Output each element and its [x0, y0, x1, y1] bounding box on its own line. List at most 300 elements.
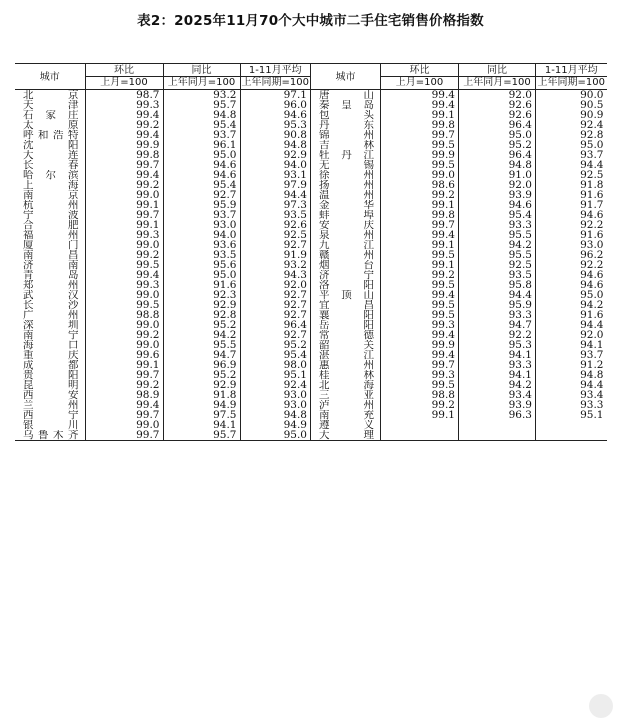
table-row [311, 230, 607, 240]
city-cell: 无锡 [311, 160, 381, 170]
table-row [311, 140, 607, 150]
mom-cell: 99.9 [85, 140, 163, 150]
mom-cell: 99.3 [381, 370, 459, 380]
mom-cell: 99.4 [85, 270, 163, 280]
city-cell: 洛阳 [311, 280, 381, 290]
yoy-cell: 94.8 [163, 110, 240, 120]
avg-cell [536, 420, 607, 430]
mom-cell: 99.5 [381, 160, 459, 170]
header-city: 城市 [15, 64, 85, 90]
city-cell: 青岛 [23, 270, 79, 280]
mom-cell: 99.4 [85, 130, 163, 140]
mom-cell: 99.7 [85, 410, 163, 420]
avg-cell: 91.8 [536, 180, 607, 190]
avg-cell: 91.9 [240, 250, 310, 260]
header-mom-sub: 上月=100 [85, 77, 163, 90]
avg-cell: 95.4 [240, 350, 310, 360]
mom-cell: 99.4 [85, 170, 163, 180]
city-cell: 惠州 [311, 360, 381, 370]
yoy-cell: 93.7 [163, 210, 240, 220]
avg-cell: 94.2 [536, 300, 607, 310]
mom-cell: 99.0 [381, 170, 459, 180]
mom-cell: 99.4 [381, 330, 459, 340]
avg-cell: 94.9 [240, 420, 310, 430]
yoy-cell: 94.1 [459, 350, 536, 360]
table-row [15, 340, 310, 350]
mom-cell: 99.4 [381, 90, 459, 101]
table-row [311, 350, 607, 360]
yoy-cell: 96.1 [163, 140, 240, 150]
city-cell: 上海 [23, 180, 79, 190]
avg-cell: 94.6 [536, 280, 607, 290]
city-cell: 广州 [23, 310, 79, 320]
table-row [311, 130, 607, 140]
table-row [15, 180, 310, 190]
avg-cell: 92.4 [240, 380, 310, 390]
yoy-cell: 96.9 [163, 360, 240, 370]
avg-cell: 97.1 [240, 90, 310, 101]
header-avg-sub: 上年同期=100 [241, 77, 309, 88]
yoy-cell: 92.2 [459, 330, 536, 340]
table-row [311, 290, 607, 300]
avg-cell: 94.6 [536, 210, 607, 220]
avg-cell: 91.6 [536, 190, 607, 200]
avg-cell: 95.0 [536, 290, 607, 300]
mom-cell: 99.5 [85, 300, 163, 310]
yoy-cell: 93.3 [459, 220, 536, 230]
avg-cell: 91.7 [536, 200, 607, 210]
avg-cell: 92.7 [240, 300, 310, 310]
mom-cell: 99.3 [85, 100, 163, 110]
header-avg: 1-11月平均 [536, 64, 607, 77]
city-cell: 南京 [23, 190, 79, 200]
table-row [15, 220, 310, 230]
mom-cell: 98.6 [381, 180, 459, 190]
avg-cell: 96.0 [240, 100, 310, 110]
yoy-cell: 95.5 [459, 230, 536, 240]
yoy-cell: 93.5 [459, 270, 536, 280]
price-index-table-right [310, 63, 607, 441]
city-cell: 温州 [311, 190, 381, 200]
yoy-cell: 95.0 [163, 150, 240, 160]
mom-cell: 99.1 [381, 260, 459, 270]
table-row [15, 310, 310, 320]
table-row [15, 210, 310, 220]
avg-cell: 94.8 [240, 140, 310, 150]
avg-cell: 97.9 [240, 180, 310, 190]
city-cell: 三亚 [311, 390, 381, 400]
city-cell: 合肥 [23, 220, 79, 230]
avg-cell: 93.3 [536, 400, 607, 410]
yoy-cell: 93.9 [459, 400, 536, 410]
avg-cell: 93.4 [536, 390, 607, 400]
yoy-cell: 93.6 [163, 240, 240, 250]
table-row [15, 420, 310, 430]
yoy-cell: 96.4 [459, 120, 536, 130]
mom-cell: 99.7 [381, 360, 459, 370]
city-cell: 南昌 [23, 250, 79, 260]
yoy-cell: 94.7 [163, 350, 240, 360]
header-yoy: 同比 [459, 64, 536, 77]
city-cell: 蚌埠 [311, 210, 381, 220]
table-row [311, 400, 607, 410]
avg-cell: 95.1 [240, 370, 310, 380]
avg-cell: 92.2 [536, 220, 607, 230]
mom-cell: 99.5 [381, 380, 459, 390]
city-cell: 西宁 [23, 410, 79, 420]
city-cell: 银川 [23, 420, 79, 430]
yoy-cell: 93.0 [163, 220, 240, 230]
table-row [15, 250, 310, 260]
yoy-cell: 93.3 [459, 310, 536, 320]
avg-cell: 94.4 [240, 190, 310, 200]
yoy-cell: 94.7 [459, 320, 536, 330]
mom-cell: 99.7 [85, 430, 163, 441]
table-row [15, 290, 310, 300]
mom-cell: 99.1 [85, 200, 163, 210]
avg-cell: 90.0 [536, 90, 607, 101]
table-row [311, 110, 607, 120]
avg-cell: 92.9 [240, 150, 310, 160]
yoy-cell: 91.8 [163, 390, 240, 400]
mom-cell: 99.5 [381, 250, 459, 260]
yoy-cell: 94.1 [163, 420, 240, 430]
mom-cell: 99.0 [85, 320, 163, 330]
mom-cell: 99.4 [381, 350, 459, 360]
city-cell: 福州 [23, 230, 79, 240]
header-mom-sub: 上月=100 [381, 77, 459, 90]
avg-cell: 92.4 [536, 120, 607, 130]
mom-cell: 99.5 [381, 310, 459, 320]
city-cell: 牡丹江 [311, 150, 381, 160]
city-cell: 宁波 [23, 210, 79, 220]
yoy-cell: 95.3 [459, 340, 536, 350]
avg-cell: 95.1 [536, 410, 607, 420]
mom-cell: 99.9 [381, 340, 459, 350]
mom-cell: 99.1 [381, 240, 459, 250]
table-body-right [311, 90, 607, 441]
city-cell: 济宁 [311, 270, 381, 280]
yoy-cell: 95.0 [163, 270, 240, 280]
city-cell: 泉州 [311, 230, 381, 240]
table-row [15, 170, 310, 180]
city-cell: 遵义 [311, 420, 381, 430]
table-row [15, 380, 310, 390]
avg-cell: 93.0 [240, 390, 310, 400]
avg-cell: 92.0 [536, 330, 607, 340]
avg-cell: 95.3 [240, 120, 310, 130]
table-row [311, 390, 607, 400]
city-cell: 赣州 [311, 250, 381, 260]
city-cell: 南宁 [23, 330, 79, 340]
avg-cell: 94.4 [536, 380, 607, 390]
table-row [15, 430, 310, 441]
table-row [15, 270, 310, 280]
table-row [15, 190, 310, 200]
city-cell: 烟台 [311, 260, 381, 270]
avg-cell: 90.9 [536, 110, 607, 120]
mom-cell [381, 430, 459, 441]
avg-cell: 94.0 [240, 160, 310, 170]
city-cell: 乌鲁木齐 [15, 430, 85, 441]
table-row [311, 220, 607, 230]
mom-cell: 99.8 [381, 120, 459, 130]
avg-cell: 90.5 [536, 100, 607, 110]
avg-cell: 94.1 [536, 340, 607, 350]
mom-cell: 99.8 [381, 210, 459, 220]
yoy-cell: 95.4 [163, 180, 240, 190]
table-row [311, 300, 607, 310]
mom-cell: 99.4 [381, 290, 459, 300]
yoy-cell: 96.4 [459, 150, 536, 160]
yoy-cell: 91.6 [163, 280, 240, 290]
avg-cell: 96.2 [536, 250, 607, 260]
mom-cell: 99.8 [85, 150, 163, 160]
mom-cell: 99.7 [85, 210, 163, 220]
city-cell: 重庆 [23, 350, 79, 360]
header-mom: 环比 [85, 64, 163, 77]
yoy-cell: 95.4 [459, 210, 536, 220]
table-row [311, 180, 607, 190]
table-row [15, 160, 310, 170]
city-cell: 吉林 [311, 140, 381, 150]
avg-cell: 91.2 [536, 360, 607, 370]
mom-cell: 99.1 [381, 410, 459, 420]
header-yoy: 同比 [163, 64, 240, 77]
yoy-cell: 93.5 [163, 250, 240, 260]
table-row [15, 410, 310, 420]
table-row [311, 150, 607, 160]
avg-cell: 94.8 [536, 370, 607, 380]
yoy-cell: 92.9 [163, 300, 240, 310]
city-cell: 西安 [23, 390, 79, 400]
avg-cell: 91.6 [536, 310, 607, 320]
yoy-cell: 97.5 [163, 410, 240, 420]
mom-cell: 99.1 [85, 220, 163, 230]
yoy-cell: 94.6 [459, 200, 536, 210]
mom-cell: 99.6 [85, 350, 163, 360]
mom-cell: 98.8 [85, 310, 163, 320]
table-row [15, 150, 310, 160]
mom-cell: 99.0 [85, 190, 163, 200]
table-row [311, 250, 607, 260]
city-cell: 桂林 [311, 370, 381, 380]
table-row [311, 200, 607, 210]
table-row [311, 310, 607, 320]
mom-cell: 99.7 [381, 130, 459, 140]
mom-cell: 99.1 [85, 360, 163, 370]
city-cell: 徐州 [311, 170, 381, 180]
avg-cell: 94.4 [536, 320, 607, 330]
city-cell: 韶关 [311, 340, 381, 350]
yoy-cell: 94.2 [163, 330, 240, 340]
yoy-cell: 95.2 [163, 320, 240, 330]
watermark-icon [589, 694, 613, 718]
avg-cell: 92.8 [536, 130, 607, 140]
avg-cell: 92.7 [240, 310, 310, 320]
city-cell: 唐山 [311, 90, 381, 101]
yoy-cell: 93.7 [163, 130, 240, 140]
city-cell: 湛江 [311, 350, 381, 360]
city-cell: 石家庄 [23, 110, 79, 120]
yoy-cell: 95.4 [163, 120, 240, 130]
mom-cell: 98.9 [85, 390, 163, 400]
table-row [311, 330, 607, 340]
yoy-cell: 93.9 [459, 190, 536, 200]
table-row [311, 380, 607, 390]
mom-cell: 99.2 [381, 190, 459, 200]
avg-cell: 97.3 [240, 200, 310, 210]
avg-cell: 92.5 [240, 230, 310, 240]
mom-cell: 99.2 [85, 250, 163, 260]
city-cell: 长春 [23, 160, 79, 170]
yoy-cell: 92.9 [163, 380, 240, 390]
table-row [311, 210, 607, 220]
yoy-cell [459, 430, 536, 441]
avg-cell: 93.2 [240, 260, 310, 270]
mom-cell: 99.4 [85, 400, 163, 410]
yoy-cell: 92.0 [459, 90, 536, 101]
yoy-cell: 92.6 [459, 100, 536, 110]
avg-cell: 96.4 [240, 320, 310, 330]
yoy-cell: 93.2 [163, 90, 240, 101]
mom-cell: 99.0 [85, 420, 163, 430]
yoy-cell: 95.5 [163, 340, 240, 350]
avg-cell: 95.0 [240, 430, 310, 441]
yoy-cell: 94.0 [163, 230, 240, 240]
mom-cell: 99.7 [381, 220, 459, 230]
city-cell: 丹东 [311, 120, 381, 130]
mom-cell: 99.0 [85, 240, 163, 250]
yoy-cell: 94.1 [459, 370, 536, 380]
mom-cell: 99.1 [381, 110, 459, 120]
avg-cell: 93.1 [240, 170, 310, 180]
table-title: 表2：2025年11月70个大中城市二手住宅销售价格指数 [137, 13, 484, 29]
avg-cell: 93.0 [536, 240, 607, 250]
yoy-cell: 94.8 [459, 160, 536, 170]
city-cell: 太原 [23, 120, 79, 130]
city-cell: 济南 [23, 260, 79, 270]
table-row [15, 400, 310, 410]
mom-cell: 99.4 [85, 110, 163, 120]
mom-cell [381, 420, 459, 430]
table-row [15, 320, 310, 330]
table-row [311, 430, 607, 441]
mom-cell: 99.7 [85, 370, 163, 380]
avg-cell: 93.5 [240, 210, 310, 220]
yoy-cell: 93.3 [459, 360, 536, 370]
yoy-cell: 95.7 [163, 100, 240, 110]
header-yoy-sub: 上年同月=100 [459, 77, 536, 90]
mom-cell: 99.5 [381, 280, 459, 290]
mom-cell: 99.7 [85, 160, 163, 170]
city-cell: 安庆 [311, 220, 381, 230]
city-cell: 大连 [23, 150, 79, 160]
city-cell: 杭州 [23, 200, 79, 210]
yoy-cell: 94.4 [459, 290, 536, 300]
yoy-cell: 95.9 [163, 200, 240, 210]
city-cell: 郑州 [23, 280, 79, 290]
avg-cell: 93.7 [536, 350, 607, 360]
table-row [15, 200, 310, 210]
table-row [311, 90, 607, 101]
table-row [15, 230, 310, 240]
yoy-cell: 92.5 [459, 260, 536, 270]
mom-cell: 99.2 [381, 400, 459, 410]
city-cell: 北京 [23, 89, 79, 100]
table-row [311, 100, 607, 110]
header-avg: 1-11月平均 [240, 64, 310, 77]
mom-cell: 99.5 [381, 300, 459, 310]
avg-cell: 94.6 [240, 110, 310, 120]
city-cell: 扬州 [311, 180, 381, 190]
city-cell: 金华 [311, 200, 381, 210]
mom-cell: 99.2 [85, 330, 163, 340]
avg-cell: 95.2 [240, 340, 310, 350]
yoy-cell: 92.0 [459, 180, 536, 190]
yoy-cell: 94.2 [459, 380, 536, 390]
city-cell: 常德 [311, 330, 381, 340]
header-city: 城市 [311, 64, 381, 90]
yoy-cell: 94.6 [163, 160, 240, 170]
avg-cell: 93.7 [536, 150, 607, 160]
city-cell: 呼和浩特 [23, 130, 79, 140]
city-cell: 天津 [23, 100, 79, 110]
table-row [311, 420, 607, 430]
avg-cell: 94.3 [240, 270, 310, 280]
table-row [15, 120, 310, 130]
table-row [311, 260, 607, 270]
yoy-cell: 95.2 [459, 140, 536, 150]
mom-cell: 99.0 [85, 290, 163, 300]
yoy-cell: 91.0 [459, 170, 536, 180]
table-row [311, 190, 607, 200]
table-row [15, 140, 310, 150]
table-row [15, 360, 310, 370]
avg-cell: 92.6 [240, 220, 310, 230]
mom-cell: 99.2 [85, 180, 163, 190]
mom-cell: 99.4 [381, 100, 459, 110]
table-row [311, 160, 607, 170]
header-mom: 环比 [381, 64, 459, 77]
table-row [311, 270, 607, 280]
mom-cell: 99.1 [381, 200, 459, 210]
table-row [15, 110, 310, 120]
avg-cell [536, 430, 607, 441]
city-cell: 九江 [311, 240, 381, 250]
header-yoy-sub: 上年同月=100 [163, 77, 240, 90]
mom-cell: 99.3 [85, 230, 163, 240]
yoy-cell: 94.9 [163, 400, 240, 410]
city-cell: 泸州 [311, 400, 381, 410]
table-row [15, 240, 310, 250]
yoy-cell: 93.4 [459, 390, 536, 400]
avg-cell: 91.6 [536, 230, 607, 240]
city-cell: 沈阳 [23, 140, 79, 150]
city-cell: 成都 [23, 360, 79, 370]
yoy-cell: 95.2 [163, 370, 240, 380]
table-row [15, 90, 310, 101]
city-cell: 大理 [311, 430, 381, 441]
city-cell: 平顶山 [311, 290, 381, 300]
yoy-cell: 95.9 [459, 300, 536, 310]
city-cell: 秦皇岛 [311, 100, 381, 110]
avg-cell: 93.0 [240, 400, 310, 410]
yoy-cell: 95.0 [459, 130, 536, 140]
table-row [15, 330, 310, 340]
city-cell: 岳阳 [311, 320, 381, 330]
avg-cell: 90.8 [240, 130, 310, 140]
